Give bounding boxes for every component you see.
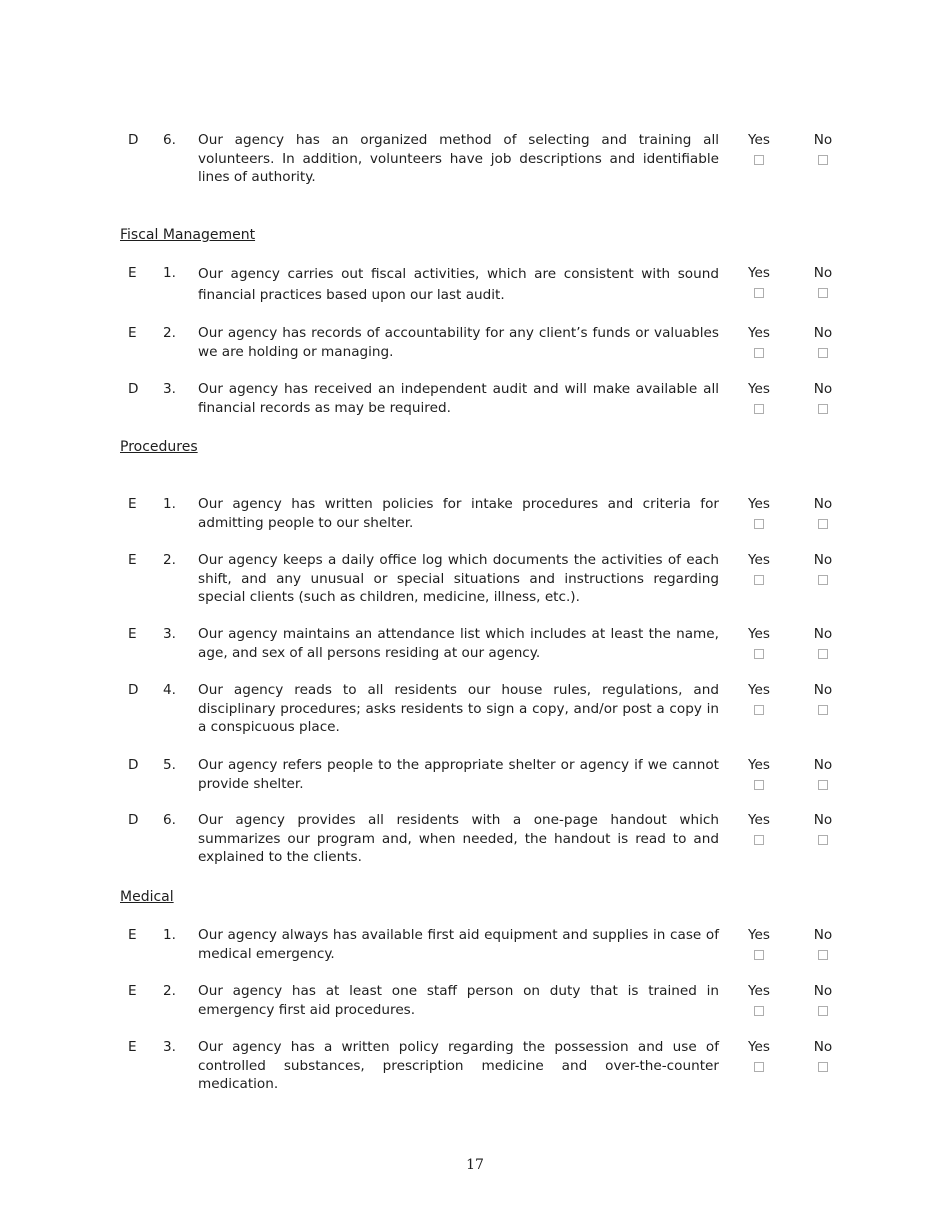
yes-checkbox[interactable] — [754, 950, 764, 960]
item-text: Our agency carries out fiscal activities, which are consistent with sound financial practices based upon our last audit. — [198, 266, 719, 303]
no-label: No — [813, 552, 833, 568]
yes-checkbox[interactable] — [754, 649, 764, 659]
no-label: No — [813, 983, 833, 999]
no-checkbox[interactable] — [818, 288, 828, 298]
list-item — [0, 926, 950, 986]
item-text: Our agency always has available first aid equipment and supplies in case of medical emergency. — [198, 927, 719, 962]
list-item — [0, 1038, 950, 1098]
item-code: D — [128, 812, 139, 828]
yes-label: Yes — [748, 757, 770, 773]
no-label: No — [813, 812, 833, 828]
yes-checkbox[interactable] — [754, 835, 764, 845]
item-number: 1. — [163, 265, 176, 281]
yes-option — [739, 380, 779, 414]
no-label: No — [813, 381, 833, 397]
list-item — [0, 380, 950, 440]
no-option — [803, 551, 843, 585]
item-text: Our agency has received an independent audit and will make available all financial records as may be required. — [198, 381, 719, 416]
no-option — [803, 811, 843, 845]
no-label: No — [813, 626, 833, 642]
no-label: No — [813, 757, 833, 773]
no-option — [803, 1038, 843, 1072]
item-code: E — [128, 325, 137, 341]
list-item — [0, 625, 950, 685]
yes-label: Yes — [748, 983, 770, 999]
no-label: No — [813, 927, 833, 943]
item-code: E — [128, 983, 137, 999]
no-checkbox[interactable] — [818, 835, 828, 845]
item-text: Our agency has a written policy regarding the possession and use of controlled substances, prescription medicine and over-the-counter medication. — [198, 1039, 719, 1093]
yes-option — [739, 926, 779, 960]
item-code: E — [128, 1039, 137, 1055]
no-checkbox[interactable] — [818, 1062, 828, 1072]
no-option — [803, 380, 843, 414]
no-option — [803, 324, 843, 358]
yes-checkbox[interactable] — [754, 1062, 764, 1072]
no-label: No — [813, 496, 833, 512]
item-number: 4. — [163, 682, 176, 698]
item-code: E — [128, 552, 137, 568]
no-checkbox[interactable] — [818, 950, 828, 960]
list-item — [0, 495, 950, 555]
no-checkbox[interactable] — [818, 1006, 828, 1016]
yes-label: Yes — [748, 325, 770, 341]
yes-option — [739, 625, 779, 659]
item-number: 2. — [163, 983, 176, 999]
item-code: D — [128, 132, 139, 148]
yes-option — [739, 264, 779, 298]
list-item — [0, 131, 950, 191]
yes-checkbox[interactable] — [754, 705, 764, 715]
item-code: E — [128, 626, 137, 642]
item-code: D — [128, 682, 139, 698]
list-item — [0, 324, 950, 384]
item-text: Our agency has records of accountability for any client’s funds or valuables we are holding or managing. — [198, 325, 719, 360]
yes-option — [739, 495, 779, 529]
item-text: Our agency has at least one staff person on duty that is trained in emergency first aid procedures. — [198, 983, 719, 1018]
yes-option — [739, 1038, 779, 1072]
item-text: Our agency provides all residents with a one-page handout which summarizes our program and, when needed, the handout is read to and explained to the clients. — [198, 812, 719, 866]
yes-label: Yes — [748, 682, 770, 698]
item-code: E — [128, 927, 137, 943]
no-checkbox[interactable] — [818, 705, 828, 715]
yes-label: Yes — [748, 812, 770, 828]
no-checkbox[interactable] — [818, 519, 828, 529]
yes-option — [739, 131, 779, 165]
no-checkbox[interactable] — [818, 404, 828, 414]
yes-checkbox[interactable] — [754, 288, 764, 298]
yes-option — [739, 982, 779, 1016]
yes-option — [739, 811, 779, 845]
no-option — [803, 681, 843, 715]
list-item — [0, 264, 950, 324]
item-text: Our agency maintains an attendance list which includes at least the name, age, and sex of all persons residing at our agency. — [198, 626, 719, 661]
section-heading-procedures: Procedures — [120, 439, 198, 455]
yes-label: Yes — [748, 132, 770, 148]
no-option — [803, 131, 843, 165]
yes-label: Yes — [748, 381, 770, 397]
section-heading-fiscal: Fiscal Management — [120, 227, 256, 243]
item-number: 3. — [163, 381, 176, 397]
page-number: 17 — [466, 1157, 484, 1173]
no-label: No — [813, 265, 833, 281]
yes-checkbox[interactable] — [754, 519, 764, 529]
item-number: 3. — [163, 626, 176, 642]
item-number: 2. — [163, 552, 176, 568]
yes-checkbox[interactable] — [754, 155, 764, 165]
yes-checkbox[interactable] — [754, 780, 764, 790]
item-code: D — [128, 381, 139, 397]
item-text: Our agency has an organized method of selecting and training all volunteers. In addition, volunteers have job descriptions and identifiable lines of authority. — [198, 132, 719, 186]
no-label: No — [813, 682, 833, 698]
list-item — [0, 551, 950, 611]
yes-option — [739, 551, 779, 585]
item-code: E — [128, 496, 137, 512]
no-checkbox[interactable] — [818, 348, 828, 358]
yes-checkbox[interactable] — [754, 1006, 764, 1016]
item-text: Our agency has written policies for intake procedures and criteria for admitting people to our shelter. — [198, 496, 719, 531]
item-text: Our agency refers people to the appropriate shelter or agency if we cannot provide shelter. — [198, 757, 719, 792]
list-item — [0, 982, 950, 1042]
item-code: E — [128, 265, 137, 281]
item-number: 1. — [163, 496, 176, 512]
yes-label: Yes — [748, 265, 770, 281]
yes-option — [739, 681, 779, 715]
no-label: No — [813, 1039, 833, 1055]
yes-checkbox[interactable] — [754, 404, 764, 414]
list-item — [0, 681, 950, 741]
no-option — [803, 756, 843, 790]
yes-label: Yes — [748, 1039, 770, 1055]
no-option — [803, 982, 843, 1016]
item-number: 5. — [163, 757, 176, 773]
item-number: 6. — [163, 812, 176, 828]
item-number: 3. — [163, 1039, 176, 1055]
no-checkbox[interactable] — [818, 155, 828, 165]
item-text: Our agency reads to all residents our house rules, regulations, and disciplinary procedures; asks residents to sign a copy, and/or post a copy in a conspicuous place. — [198, 682, 719, 736]
item-number: 1. — [163, 927, 176, 943]
yes-label: Yes — [748, 496, 770, 512]
section-heading-medical: Medical — [120, 889, 174, 905]
list-item — [0, 756, 950, 816]
list-item — [0, 811, 950, 871]
yes-label: Yes — [748, 626, 770, 642]
item-number: 2. — [163, 325, 176, 341]
no-checkbox[interactable] — [818, 575, 828, 585]
no-label: No — [813, 132, 833, 148]
yes-option — [739, 756, 779, 790]
no-option — [803, 926, 843, 960]
no-option — [803, 264, 843, 298]
no-option — [803, 495, 843, 529]
item-code: D — [128, 757, 139, 773]
no-option — [803, 625, 843, 659]
item-number: 6. — [163, 132, 176, 148]
yes-checkbox[interactable] — [754, 348, 764, 358]
yes-label: Yes — [748, 927, 770, 943]
no-checkbox[interactable] — [818, 649, 828, 659]
yes-label: Yes — [748, 552, 770, 568]
item-text: Our agency keeps a daily office log which documents the activities of each shift, and any unusual or special situations and instructions regarding special clients (such as children, medicine, illness, etc.). — [198, 552, 719, 606]
yes-option — [739, 324, 779, 358]
no-label: No — [813, 325, 833, 341]
yes-checkbox[interactable] — [754, 575, 764, 585]
no-checkbox[interactable] — [818, 780, 828, 790]
